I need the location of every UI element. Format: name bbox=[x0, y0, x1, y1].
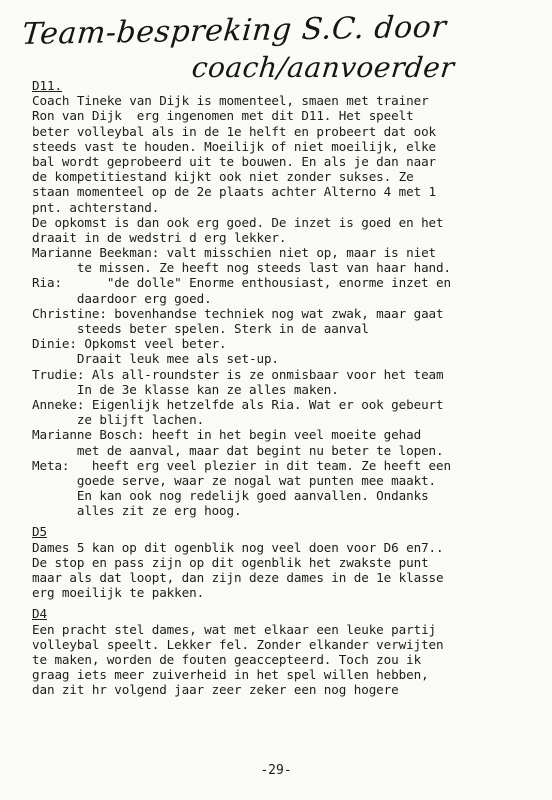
text-line: steeds vast te houden. Moeilijk of niet moeilijk, elke bbox=[32, 138, 437, 154]
text-line: Ron van Dijk erg ingenomen met dit D11. Het speelt bbox=[32, 108, 414, 124]
text-line: Draait leuk mee als set-up. bbox=[32, 351, 279, 367]
text-line: De stop en pass zijn op dit ogenblik het zwakste punt bbox=[32, 554, 429, 570]
text-line: bal wordt geprobeerd uit te bouwen. En als je dan naar bbox=[32, 153, 437, 169]
text-line: Marianne Bosch: heeft in het begin veel moeite gehad bbox=[32, 427, 422, 443]
text-line: Christine: bovenhandse techniek nog wat zwak, maar gaat bbox=[32, 305, 444, 321]
text-line: Meta: heeft erg veel plezier in dit team. Ze heeft een bbox=[32, 457, 451, 473]
text-line: goede serve, waar ze nogal wat punten mee maakt. bbox=[32, 472, 437, 488]
text-line: te maken, worden de fouten geaccepteerd. Toch zou ik bbox=[32, 651, 422, 667]
text-line: erg moeilijk te pakken. bbox=[32, 585, 205, 601]
text-line: In de 3e klasse kan ze alles maken. bbox=[32, 381, 339, 397]
text-line: Trudie: Als all-roundster is ze onmisbaar voor het team bbox=[32, 366, 444, 382]
text-line: maar als dat loopt, dan zijn deze dames in de 1e klasse bbox=[32, 570, 444, 585]
text-line: de kompetitiestand kijkt ook niet zonder sukses. Ze bbox=[32, 169, 414, 185]
text-line: Ria: "de dolle" Enorme enthousiast, enorme inzet en bbox=[32, 275, 451, 291]
handwritten-title bbox=[20, 9, 522, 84]
text-line: Een pracht stel dames, wat met elkaar een leuke partij bbox=[32, 621, 437, 637]
section-heading: D4 bbox=[32, 606, 47, 622]
text-line: steeds beter spelen. Sterk in de aanval bbox=[32, 321, 369, 336]
page-number: -29- bbox=[260, 763, 292, 778]
section-heading: D5 bbox=[32, 524, 47, 540]
text-line: Coach Tineke van Dijk is momenteel, smaen met trainer bbox=[32, 93, 429, 109]
text-line: En kan ook nog redelijk goed aanvallen. Ondanks bbox=[32, 488, 429, 504]
text-line: graag iets meer zuiverheid in het spel willen hebben, bbox=[32, 667, 429, 683]
title-line-2: coach/aanvoerder bbox=[190, 51, 457, 84]
text-line: Dinie: Opkomst veel beter. bbox=[32, 336, 227, 352]
text-line: met de aanval, maar dat begint nu beter te lopen. bbox=[32, 442, 444, 458]
text-line: beter volleybal als in de 1e helft en probeert dat ook bbox=[32, 123, 437, 139]
text-line: te missen. Ze heeft nog steeds last van haar hand. bbox=[32, 260, 451, 276]
section-heading: D11. bbox=[32, 78, 62, 93]
text-line: Marianne Beekman: valt misschien niet op, maar is niet bbox=[32, 245, 437, 261]
text-line: staan momenteel op de 2e plaats achter Alterno 4 met 1 bbox=[32, 184, 437, 200]
text-line: pnt. achterstand. bbox=[32, 199, 160, 215]
text-line: dan zit hr volgend jaar zeer zeker een nog hogere bbox=[32, 682, 399, 698]
text-line: alles zit ze erg hoog. bbox=[32, 503, 242, 519]
typed-body bbox=[32, 78, 532, 698]
title-line-1: Team-bespreking S.C. door bbox=[20, 9, 448, 52]
text-line: De opkomst is dan ook erg goed. De inzet is goed en het bbox=[32, 214, 444, 230]
text-line: volleybal speelt. Lekker fel. Zonder elkander verwijten bbox=[32, 636, 444, 652]
text-line: daardoor erg goed. bbox=[32, 290, 212, 306]
text-line: Anneke: Eigenlijk hetzelfde als Ria. Wat er ook gebeurt bbox=[32, 396, 444, 412]
text-line: draait in de wedstri d erg lekker. bbox=[32, 229, 287, 245]
text-line: ze blijft lachen. bbox=[32, 412, 205, 428]
text-line: Dames 5 kan op dit ogenblik nog veel doen voor D6 en7.. bbox=[32, 539, 444, 555]
